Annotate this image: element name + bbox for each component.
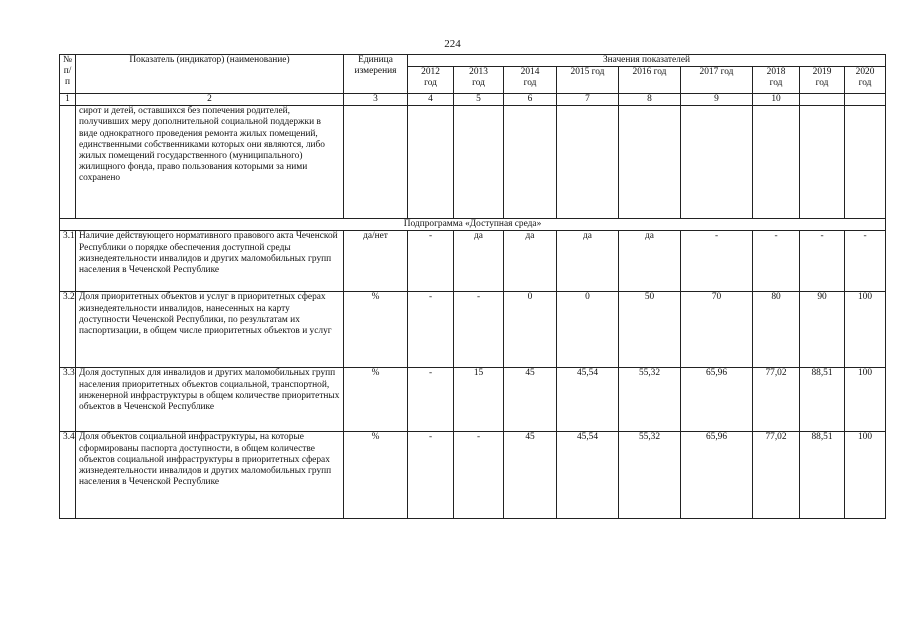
- row-value: 50: [619, 292, 681, 368]
- row-value: -: [800, 231, 845, 292]
- year-label: 2018: [766, 67, 786, 78]
- row-value: 45: [504, 368, 557, 432]
- row-value: 45,54: [557, 368, 619, 432]
- header-year: [504, 67, 557, 94]
- row-value: 65,96: [681, 368, 753, 432]
- row-value: 80: [753, 292, 800, 368]
- year-label: 2013: [469, 67, 488, 78]
- header-num-line2: п/п: [63, 66, 72, 88]
- row-value: [753, 106, 800, 219]
- table-row: [60, 292, 886, 368]
- colnum-cell: 4: [408, 94, 454, 106]
- year-suffix: год: [424, 78, 437, 89]
- row-value: -: [454, 432, 504, 519]
- row-value: 45,54: [557, 432, 619, 519]
- row-value: 45: [504, 432, 557, 519]
- year-suffix: год: [472, 78, 485, 89]
- year-label: 2017 год: [699, 67, 734, 78]
- year-label: 2014: [520, 67, 540, 78]
- row-num: 3.4: [60, 432, 76, 519]
- row-value: 0: [504, 292, 557, 368]
- row-value: 100: [845, 292, 886, 368]
- table-header-row: [60, 55, 886, 67]
- header-year: [557, 67, 619, 94]
- row-unit: да/нет: [344, 231, 408, 292]
- row-text: сирот и детей, оставшихся без попечения родителей, получивших меру дополнительной социальной поддержки в виде однократного проведения ремонта жилых помещений, единственными собственниками которых они являются, либо жилых помещений государственного (муниципального) жилищного фонда, право пользования которыми за ними сохранено: [76, 106, 344, 219]
- row-value: [800, 106, 845, 219]
- colnum-cell: 10: [753, 94, 800, 106]
- row-num: 3.2: [60, 292, 76, 368]
- header-unit-line1: Единица: [358, 55, 393, 65]
- table-row: [60, 231, 886, 292]
- row-value: -: [753, 231, 800, 292]
- row-value: 88,51: [800, 432, 845, 519]
- row-value: да: [619, 231, 681, 292]
- row-unit: %: [344, 432, 408, 519]
- row-num: 3.1: [60, 231, 76, 292]
- row-value: 70: [681, 292, 753, 368]
- colnum-cell: 6: [504, 94, 557, 106]
- colnum-cell: 9: [681, 94, 753, 106]
- year-label: 2019: [812, 67, 832, 78]
- row-value: -: [408, 368, 454, 432]
- row-value: 77,02: [753, 368, 800, 432]
- row-num: 3.3: [60, 368, 76, 432]
- colnum-cell: 7: [557, 94, 619, 106]
- year-label: 2015 год: [570, 67, 605, 78]
- header-year: [681, 67, 753, 94]
- header-year: [619, 67, 681, 94]
- row-value: [454, 106, 504, 219]
- year-label: 2016 год: [632, 67, 667, 78]
- header-year: [408, 67, 454, 94]
- row-value: [408, 106, 454, 219]
- colnum-cell: 5: [454, 94, 504, 106]
- row-value: [845, 106, 886, 219]
- row-text: Наличие действующего нормативного правового акта Чеченской Республики о порядке обеспечения доступной среды жизнедеятельности инвалидов и других маломобильных групп населения в Чеченской Республике: [76, 231, 344, 292]
- subprogram-title: Подпрограмма «Доступная среда»: [60, 219, 886, 231]
- row-value: [557, 106, 619, 219]
- indicators-table: [59, 54, 886, 519]
- row-value: 65,96: [681, 432, 753, 519]
- colnum-cell: [800, 94, 845, 106]
- year-suffix: год: [769, 78, 783, 89]
- colnum-cell: 3: [344, 94, 408, 106]
- table-row: [60, 368, 886, 432]
- row-value: -: [408, 292, 454, 368]
- row-value: [681, 106, 753, 219]
- row-value: да: [557, 231, 619, 292]
- header-unit-line2: измерения: [354, 66, 397, 77]
- row-value: 90: [800, 292, 845, 368]
- header-unit: [344, 55, 408, 94]
- year-suffix: год: [858, 78, 872, 89]
- row-text: Доля приоритетных объектов и услуг в приоритетных сферах жизнедеятельности инвалидов, нанесенных на карту доступности Чеченской Республики, по результатам их паспортизации, в общем числе приоритетных объектов и услуг: [76, 292, 344, 368]
- header-num: [60, 55, 76, 94]
- row-value: -: [408, 231, 454, 292]
- row-value: [619, 106, 681, 219]
- header-values-group: Значения показателей: [408, 55, 886, 67]
- row-unit: [344, 106, 408, 219]
- row-value: 0: [557, 292, 619, 368]
- row-value: [504, 106, 557, 219]
- row-value: -: [681, 231, 753, 292]
- row-value: 77,02: [753, 432, 800, 519]
- colnum-cell: [845, 94, 886, 106]
- row-num: [60, 106, 76, 219]
- row-value: -: [845, 231, 886, 292]
- header-year: [845, 67, 886, 94]
- table-row-continued: [60, 106, 886, 219]
- row-value: -: [454, 292, 504, 368]
- row-unit: %: [344, 292, 408, 368]
- row-value: да: [504, 231, 557, 292]
- header-num-line1: №: [63, 55, 72, 65]
- header-indicator: Показатель (индикатор) (наименование): [76, 55, 344, 94]
- row-text: Доля доступных для инвалидов и других маломобильных групп населения приоритетных объектов социальной, транспортной, инженерной инфраструктуры в общем количестве приоритетных объектов в Чеченской Республике: [76, 368, 344, 432]
- colnum-cell: 1: [60, 94, 76, 106]
- row-value: 100: [845, 368, 886, 432]
- header-year: [753, 67, 800, 94]
- table-row: [60, 432, 886, 519]
- row-value: 55,32: [619, 432, 681, 519]
- colnum-cell: 2: [76, 94, 344, 106]
- row-unit: %: [344, 368, 408, 432]
- row-value: 55,32: [619, 368, 681, 432]
- year-suffix: год: [523, 78, 537, 89]
- column-numbers-row: [60, 94, 886, 106]
- row-text: Доля объектов социальной инфраструктуры, на которые сформированы паспорта доступности, в общем количестве объектов социальной инфраструктуры в приоритетных сферах жизнедеятельности инвалидов и других маломобильных групп населения в Чеченской Республике: [76, 432, 344, 519]
- subprogram-row: [60, 219, 886, 231]
- row-value: -: [408, 432, 454, 519]
- header-year: [800, 67, 845, 94]
- colnum-cell: 8: [619, 94, 681, 106]
- year-label: 2012: [421, 67, 440, 78]
- row-value: 100: [845, 432, 886, 519]
- row-value: да: [454, 231, 504, 292]
- header-year: [454, 67, 504, 94]
- year-label: 2020: [855, 67, 875, 78]
- year-suffix: год: [815, 78, 829, 89]
- page-number: 224: [444, 38, 461, 50]
- row-value: 88,51: [800, 368, 845, 432]
- row-value: 15: [454, 368, 504, 432]
